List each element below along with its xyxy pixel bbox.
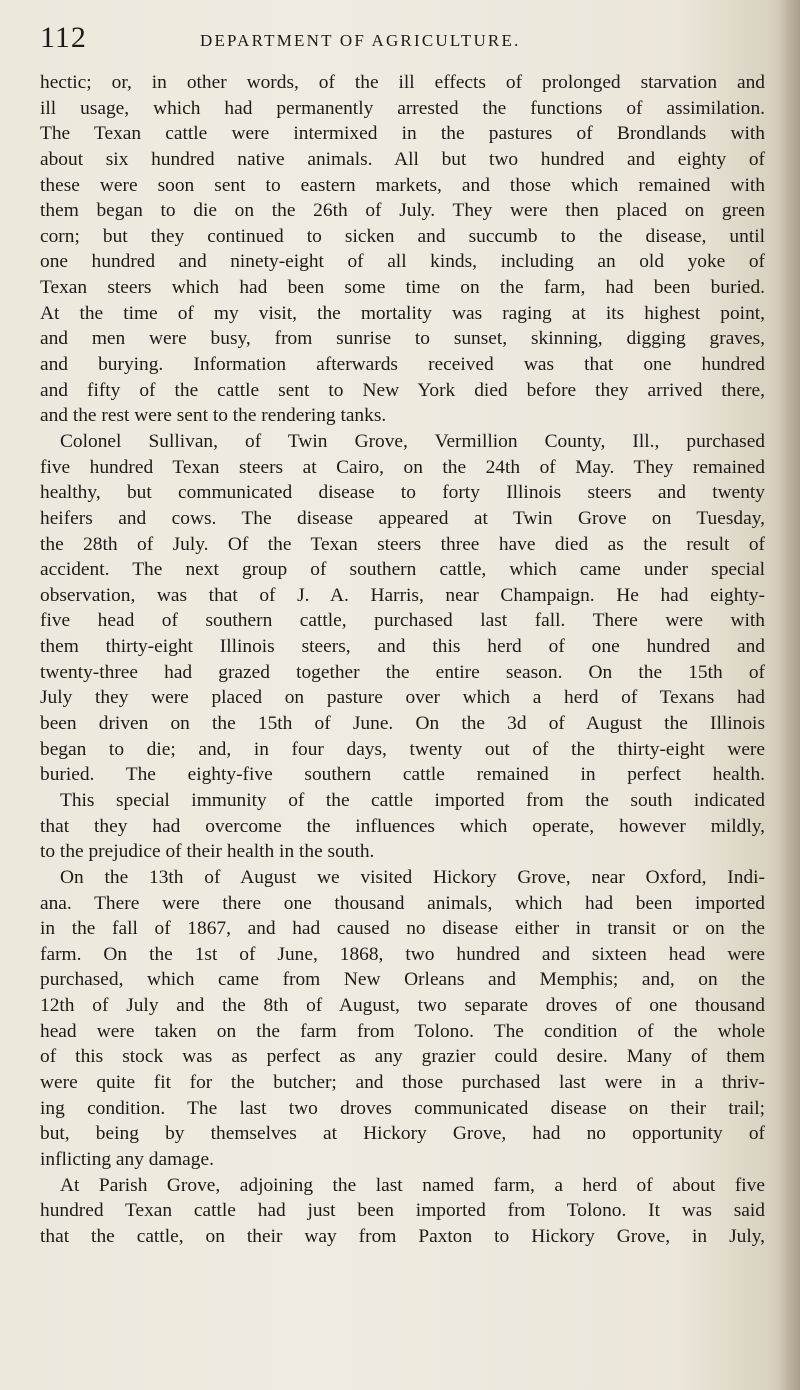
page-header xyxy=(40,20,780,60)
text-line: accident. The next group of southern cattle, which came under special xyxy=(40,559,765,581)
paragraph-last-line: to the prejudice of their health in the south. xyxy=(40,841,375,863)
paragraph-first-line: Colonel Sullivan, of Twin Grove, Vermillion County, Ill., purchased xyxy=(60,430,765,452)
text-line: the 28th of July. Of the Texan steers three have died as the result of xyxy=(40,533,765,555)
paragraph-last-line: inflicting any damage. xyxy=(40,1148,214,1170)
text-line: heifers and cows. The disease appeared at Twin Grove on Tuesday, xyxy=(40,507,765,529)
text-line: corn; but they continued to sicken and succumb to the disease, until xyxy=(40,225,765,247)
text-line: began to die; and, in four days, twenty out of the thirty-eight were xyxy=(40,738,765,760)
text-line: about six hundred native animals. All but two hundred and eighty of xyxy=(40,148,765,170)
text-line: observation, was that of J. A. Harris, near Champaign. He had eighty- xyxy=(40,584,765,606)
text-line: ing condition. The last two droves communicated disease on their trail; xyxy=(40,1097,765,1119)
text-line: but, being by themselves at Hickory Grove, had no opportunity of xyxy=(40,1123,765,1145)
text-line: them began to die on the 26th of July. They were then placed on green xyxy=(40,200,765,222)
text-line: one hundred and ninety-eight of all kinds, including an old yoke of xyxy=(40,251,765,273)
text-line: The Texan cattle were intermixed in the pastures of Brondlands with xyxy=(40,123,765,145)
text-line: hundred Texan cattle had just been imported from Tolono. It was said xyxy=(40,1200,765,1222)
text-line: were quite fit for the butcher; and those purchased last were in a thriv- xyxy=(40,1071,765,1093)
text-line: in the fall of 1867, and had caused no disease either in transit or on the xyxy=(40,918,765,940)
text-line: been driven on the 15th of June. On the 3d of August the Illinois xyxy=(40,713,765,735)
text-line: five head of southern cattle, purchased last fall. There were with xyxy=(40,610,765,632)
text-line: ana. There were there one thousand animals, which had been imported xyxy=(40,892,765,914)
text-line: buried. The eighty-five southern cattle remained in perfect health. xyxy=(40,764,765,786)
text-line: of this stock was as perfect as any grazier could desire. Many of them xyxy=(40,1046,765,1068)
text-line: and fifty of the cattle sent to New York died before they arrived there, xyxy=(40,379,765,401)
text-line: twenty-three had grazed together the entire season. On the 15th of xyxy=(40,661,765,683)
paragraph-last-line: and the rest were sent to the rendering tanks. xyxy=(40,405,387,427)
page-edge-shadow xyxy=(778,0,800,1390)
text-line: that they had overcome the influences which operate, however mildly, xyxy=(40,815,765,837)
text-line: ill usage, which had permanently arrested the functions of assimilation. xyxy=(40,97,765,119)
text-line: At the time of my visit, the mortality was raging at its highest point, xyxy=(40,302,765,324)
running-head: DEPARTMENT OF AGRICULTURE. xyxy=(200,31,521,50)
body-text xyxy=(40,70,765,1249)
text-line: five hundred Texan steers at Cairo, on the 24th of May. They remained xyxy=(40,456,765,478)
text-line: farm. On the 1st of June, 1868, two hundred and sixteen head were xyxy=(40,943,765,965)
text-line: them thirty-eight Illinois steers, and this herd of one hundred and xyxy=(40,636,765,658)
paragraph-first-line: At Parish Grove, adjoining the last named farm, a herd of about five xyxy=(60,1174,765,1196)
text-line: and men were busy, from sunrise to sunset, skinning, digging graves, xyxy=(40,328,765,350)
text-line: hectic; or, in other words, of the ill effects of prolonged starvation and xyxy=(40,72,765,93)
text-line: and burying. Information afterwards received was that one hundred xyxy=(40,354,765,376)
text-line: these were soon sent to eastern markets, and those which remained with xyxy=(40,174,765,196)
text-line: healthy, but communicated disease to forty Illinois steers and twenty xyxy=(40,482,765,504)
paragraph-first-line: This special immunity of the cattle imported from the south indicated xyxy=(60,789,765,811)
text-line: July they were placed on pasture over which a herd of Texans had xyxy=(40,687,765,709)
text-line: head were taken on the farm from Tolono. The condition of the whole xyxy=(40,1020,765,1042)
text-line: purchased, which came from New Orleans and Memphis; and, on the xyxy=(40,969,765,991)
page-number: 112 xyxy=(40,21,87,54)
text-line: Texan steers which had been some time on the farm, had been buried. xyxy=(40,277,765,299)
paragraph-first-line: On the 13th of August we visited Hickory Grove, near Oxford, Indi- xyxy=(60,866,765,888)
text-line: 12th of July and the 8th of August, two separate droves of one thousand xyxy=(40,995,765,1017)
text-line: that the cattle, on their way from Paxton to Hickory Grove, in July, xyxy=(40,1225,765,1247)
